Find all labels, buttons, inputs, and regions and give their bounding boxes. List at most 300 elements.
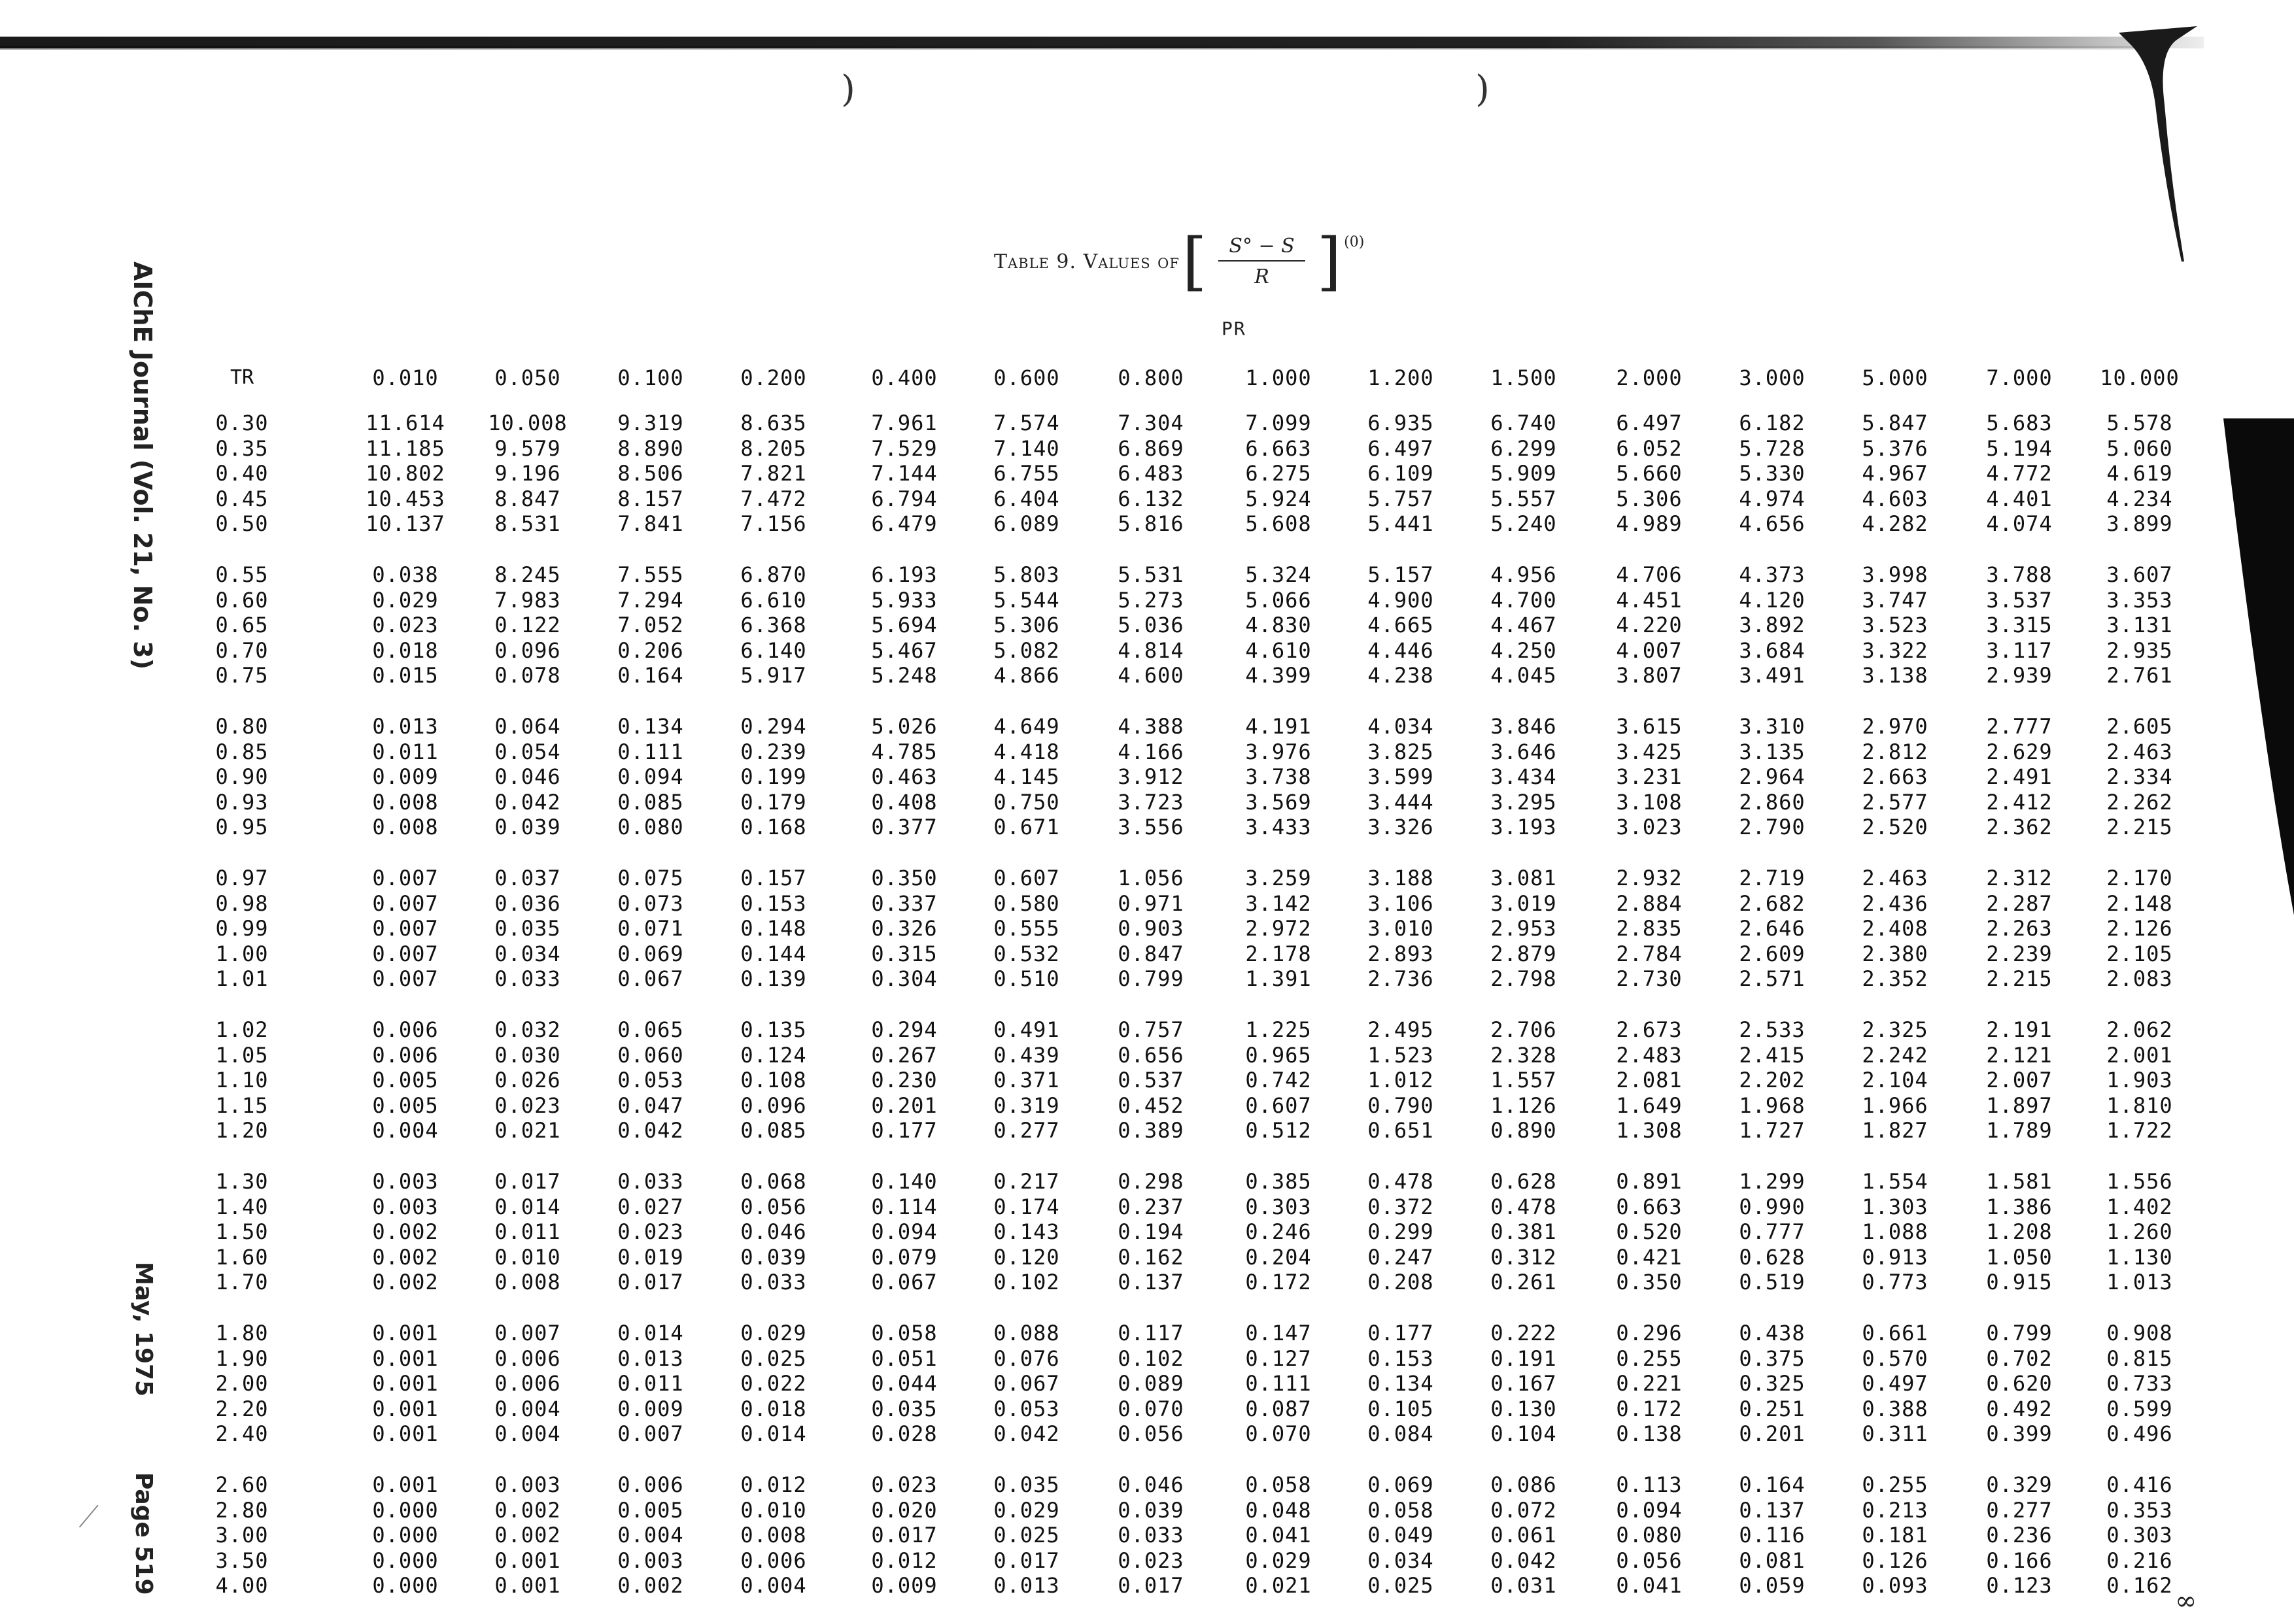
table-cell: 5.909 — [1490, 461, 1557, 486]
table-cell: 0.073 — [617, 890, 684, 916]
table-cell: 0.277 — [1986, 1497, 2053, 1523]
table-cell: 2.939 — [1986, 663, 2053, 688]
table-cell: 0.010 — [494, 1244, 561, 1270]
table-cell: 8.506 — [617, 461, 684, 486]
table-cell: 0.113 — [1616, 1472, 1683, 1497]
table-cell: 3.310 — [1739, 714, 1806, 739]
table-cell: 0.628 — [1490, 1169, 1557, 1194]
table-row — [0, 764, 2294, 790]
table-cell: 0.084 — [1367, 1421, 1434, 1447]
table-cell: 2.609 — [1739, 941, 1806, 966]
table-cell: 0.007 — [372, 966, 439, 992]
page-corner-curl — [2119, 26, 2197, 262]
table-cell: 2.663 — [1862, 764, 1928, 790]
table-cell: 0.089 — [1118, 1371, 1184, 1396]
table-cell: 7.156 — [740, 511, 807, 537]
table-cell: 9.319 — [617, 411, 684, 435]
table-cell: 3.569 — [1245, 789, 1312, 815]
table-cell: 0.350 — [871, 866, 938, 890]
table-cell: 0.239 — [740, 739, 807, 764]
table-cell: 0.315 — [871, 941, 938, 966]
table-cell: 7.529 — [871, 435, 938, 461]
table-cell: 2.412 — [1986, 789, 2053, 815]
table-cell: 0.478 — [1367, 1169, 1434, 1194]
table-cell: 10.453 — [366, 486, 445, 511]
table-cell: 1.056 — [1118, 866, 1184, 890]
table-cell: 1.126 — [1490, 1092, 1557, 1118]
table-cell: 0.304 — [871, 966, 938, 992]
table-cell: 3.892 — [1739, 613, 1806, 638]
table-cell: 5.441 — [1367, 511, 1434, 537]
table-cell: 0.607 — [1245, 1092, 1312, 1118]
table-cell: 0.194 — [1118, 1219, 1184, 1245]
table-cell: 1.260 — [2106, 1219, 2173, 1245]
table-cell: 4.814 — [1118, 637, 1184, 663]
table-cell: 0.971 — [1118, 890, 1184, 916]
table-cell: 1.088 — [1862, 1219, 1928, 1245]
table-cell: 2.178 — [1245, 941, 1312, 966]
table-cell: 0.018 — [740, 1396, 807, 1421]
table-cell: 6.869 — [1118, 435, 1184, 461]
table-cell: 2.533 — [1739, 1017, 1806, 1042]
table-cell: 4.388 — [1118, 714, 1184, 739]
table-row — [0, 1371, 2294, 1396]
table-cell: 2.953 — [1490, 916, 1557, 941]
table-cell: 0.008 — [740, 1523, 807, 1548]
table-cell: 6.663 — [1245, 435, 1312, 461]
table-cell: 0.463 — [871, 764, 938, 790]
table-cell: 1.402 — [2106, 1194, 2173, 1219]
table-row — [0, 1396, 2294, 1422]
table-cell: 0.201 — [871, 1092, 938, 1118]
table-cell: 1.391 — [1245, 966, 1312, 992]
table-cell: 0.096 — [740, 1092, 807, 1118]
table-cell: 0.072 — [1490, 1497, 1557, 1523]
row-group — [0, 1169, 2294, 1321]
table-cell: 2.736 — [1367, 966, 1434, 992]
table-cell: 0.990 — [1739, 1194, 1806, 1219]
table-cell: 3.607 — [2106, 562, 2173, 587]
table-cell: 0.056 — [1616, 1548, 1683, 1573]
table-cell: 0.261 — [1490, 1270, 1557, 1295]
table-cell: 4.989 — [1616, 511, 1683, 537]
table-cell: 6.299 — [1490, 435, 1557, 461]
table-cell: 7.821 — [740, 461, 807, 486]
table-cell: 0.086 — [1490, 1472, 1557, 1497]
table-cell: 0.164 — [617, 663, 684, 688]
table-cell: 0.001 — [372, 1421, 439, 1447]
table-cell: 4.418 — [993, 739, 1060, 764]
table-cell: 5.066 — [1245, 587, 1312, 613]
table-cell: 0.067 — [871, 1270, 938, 1295]
table-cell: 3.433 — [1245, 815, 1312, 840]
table-cell: 3.188 — [1367, 866, 1434, 890]
table-cell: 0.371 — [993, 1068, 1060, 1093]
table-cell: 6.404 — [993, 486, 1060, 511]
table-cell: 4.250 — [1490, 637, 1557, 663]
table-cell: 0.076 — [993, 1345, 1060, 1371]
table-cell: 3.556 — [1118, 815, 1184, 840]
table-cell: 0.237 — [1118, 1194, 1184, 1219]
table-cell: 2.970 — [1862, 714, 1928, 739]
table-cell: 3.315 — [1986, 613, 2053, 638]
table-cell: 0.890 — [1490, 1118, 1557, 1143]
table-cell: 2.577 — [1862, 789, 1928, 815]
tr-value: 0.75 — [215, 663, 269, 688]
table-cell: 5.816 — [1118, 511, 1184, 537]
table-cell: 0.135 — [740, 1017, 807, 1042]
pr-header-cell: 0.010 — [372, 365, 439, 390]
row-group — [0, 411, 2294, 562]
table-cell: 0.081 — [1739, 1548, 1806, 1573]
table-cell: 3.117 — [1986, 637, 2053, 663]
table-cell: 1.013 — [2106, 1270, 2173, 1295]
tr-value: 1.30 — [215, 1169, 269, 1194]
table-cell: 2.932 — [1616, 866, 1683, 890]
table-cell: 0.116 — [1739, 1523, 1806, 1548]
table-cell: 1.225 — [1245, 1017, 1312, 1042]
table-cell: 6.109 — [1367, 461, 1434, 486]
table-cell: 0.167 — [1490, 1371, 1557, 1396]
table-cell: 4.700 — [1490, 587, 1557, 613]
table-cell: 0.140 — [871, 1169, 938, 1194]
table-cell: 2.081 — [1616, 1068, 1683, 1093]
table-cell: 0.009 — [617, 1396, 684, 1421]
tr-value: 0.50 — [215, 511, 269, 537]
table-cell: 0.044 — [871, 1371, 938, 1396]
pr-header-cell: 3.000 — [1739, 365, 1806, 390]
table-cell: 0.001 — [372, 1371, 439, 1396]
table-cell: 2.408 — [1862, 916, 1928, 941]
table-cell: 0.213 — [1862, 1497, 1928, 1523]
table-cell: 3.537 — [1986, 587, 2053, 613]
table-cell: 5.157 — [1367, 562, 1434, 587]
table-cell: 3.010 — [1367, 916, 1434, 941]
table-cell: 3.322 — [1862, 637, 1928, 663]
tr-value: 2.80 — [215, 1497, 269, 1523]
row-group — [0, 1472, 2294, 1624]
table-cell: 0.001 — [494, 1573, 561, 1599]
tr-value: 1.05 — [215, 1042, 269, 1068]
table-cell: 3.142 — [1245, 890, 1312, 916]
table-cell: 5.694 — [871, 613, 938, 638]
table-cell: 0.017 — [1118, 1573, 1184, 1599]
tr-value: 1.00 — [215, 941, 269, 966]
table-cell: 0.127 — [1245, 1345, 1312, 1371]
table-cell: 6.610 — [740, 587, 807, 613]
table-cell: 0.007 — [372, 916, 439, 941]
table-cell: 7.841 — [617, 511, 684, 537]
table-cell: 0.246 — [1245, 1219, 1312, 1245]
table-cell: 1.968 — [1739, 1092, 1806, 1118]
table-row — [0, 739, 2294, 765]
table-cell: 0.325 — [1739, 1371, 1806, 1396]
table-cell: 1.722 — [2106, 1118, 2173, 1143]
table-row — [0, 411, 2294, 436]
table-cell: 3.434 — [1490, 764, 1557, 790]
table-cell: 0.222 — [1490, 1321, 1557, 1345]
table-cell: 0.201 — [1739, 1421, 1806, 1447]
table-cell: 0.199 — [740, 764, 807, 790]
table-cell: 10.137 — [366, 511, 445, 537]
table-cell: 0.294 — [740, 714, 807, 739]
table-cell: 2.191 — [1986, 1017, 2053, 1042]
table-cell: 0.001 — [372, 1321, 439, 1345]
table-cell: 0.004 — [740, 1573, 807, 1599]
table-cell: 0.965 — [1245, 1042, 1312, 1068]
table-cell: 0.130 — [1490, 1396, 1557, 1421]
table-cell: 0.255 — [1862, 1472, 1928, 1497]
table-cell: 0.039 — [1118, 1497, 1184, 1523]
table-cell: 1.554 — [1862, 1169, 1928, 1194]
table-cell: 1.649 — [1616, 1092, 1683, 1118]
table-cell: 1.386 — [1986, 1194, 2053, 1219]
table-cell: 0.064 — [494, 714, 561, 739]
table-cell: 0.002 — [372, 1270, 439, 1295]
table-cell: 0.059 — [1739, 1573, 1806, 1599]
table-cell: 0.126 — [1862, 1548, 1928, 1573]
tr-value: 1.80 — [215, 1321, 269, 1345]
table-cell: 0.012 — [740, 1472, 807, 1497]
tr-value: 0.95 — [215, 815, 269, 840]
table-cell: 0.011 — [372, 739, 439, 764]
table-cell: 0.033 — [494, 966, 561, 992]
table-cell: 4.074 — [1986, 511, 2053, 537]
table-cell: 0.025 — [993, 1523, 1060, 1548]
table-row — [0, 1169, 2294, 1194]
pr-header-cell: 2.000 — [1616, 365, 1683, 390]
table-cell: 2.126 — [2106, 916, 2173, 941]
table-cell: 0.172 — [1616, 1396, 1683, 1421]
table-cell: 2.673 — [1616, 1017, 1683, 1042]
table-cell: 0.058 — [871, 1321, 938, 1345]
tr-value: 2.20 — [215, 1396, 269, 1421]
table-cell: 0.049 — [1367, 1523, 1434, 1548]
table-cell: 4.034 — [1367, 714, 1434, 739]
table-cell: 4.866 — [993, 663, 1060, 688]
table-cell: 11.614 — [366, 411, 445, 435]
table-cell: 3.106 — [1367, 890, 1434, 916]
table-cell: 0.296 — [1616, 1321, 1683, 1345]
table-cell: 5.194 — [1986, 435, 2053, 461]
table-cell: 2.239 — [1986, 941, 2053, 966]
pr-header-cell: 0.100 — [617, 365, 684, 390]
table-row — [0, 1421, 2294, 1447]
tr-value: 1.50 — [215, 1219, 269, 1245]
table-cell: 4.446 — [1367, 637, 1434, 663]
pr-header-cell: 10.000 — [2100, 365, 2180, 390]
table-cell: 0.005 — [372, 1092, 439, 1118]
table-cell: 3.023 — [1616, 815, 1683, 840]
table-cell: 5.330 — [1739, 461, 1806, 486]
table-cell: 5.273 — [1118, 587, 1184, 613]
table-cell: 0.006 — [372, 1017, 439, 1042]
table-cell: 5.026 — [871, 714, 938, 739]
table-cell: 0.054 — [494, 739, 561, 764]
table-cell: 0.023 — [617, 1219, 684, 1245]
table-cell: 7.472 — [740, 486, 807, 511]
table-cell: 0.008 — [494, 1270, 561, 1295]
table-cell: 0.267 — [871, 1042, 938, 1068]
table-cell: 2.215 — [1986, 966, 2053, 992]
table-cell: 0.114 — [871, 1194, 938, 1219]
table-cell: 3.646 — [1490, 739, 1557, 764]
table-cell: 0.104 — [1490, 1421, 1557, 1447]
table-cell: 0.007 — [372, 890, 439, 916]
table-cell: 0.035 — [871, 1396, 938, 1421]
table-cell: 0.153 — [1367, 1345, 1434, 1371]
table-cell: 3.231 — [1616, 764, 1683, 790]
table-cell: 1.966 — [1862, 1092, 1928, 1118]
table-cell: 0.230 — [871, 1068, 938, 1093]
table-cell: 1.299 — [1739, 1169, 1806, 1194]
table-cell: 4.665 — [1367, 613, 1434, 638]
tr-value: 0.70 — [215, 637, 269, 663]
table-cell: 6.182 — [1739, 411, 1806, 435]
table-cell: 6.497 — [1367, 435, 1434, 461]
table-cell: 0.134 — [1367, 1371, 1434, 1396]
table-cell: 3.135 — [1739, 739, 1806, 764]
table-row — [0, 1270, 2294, 1295]
table-cell: 8.635 — [740, 411, 807, 435]
table-cell: 0.031 — [1490, 1573, 1557, 1599]
table-cell: 7.983 — [494, 587, 561, 613]
table-cell: 2.215 — [2106, 815, 2173, 840]
table-cell: 2.706 — [1490, 1017, 1557, 1042]
table-cell: 0.216 — [2106, 1548, 2173, 1573]
table-cell: 1.897 — [1986, 1092, 2053, 1118]
table-cell: 6.368 — [740, 613, 807, 638]
table-cell: 0.007 — [617, 1421, 684, 1447]
table-cell: 0.094 — [617, 764, 684, 790]
table-cell: 4.610 — [1245, 637, 1312, 663]
table-cell: 4.974 — [1739, 486, 1806, 511]
table-cell: 0.068 — [740, 1169, 807, 1194]
table-cell: 0.094 — [1616, 1497, 1683, 1523]
table-cell: 2.263 — [1986, 916, 2053, 941]
table-cell: 2.001 — [2106, 1042, 2173, 1068]
table-cell: 0.312 — [1490, 1244, 1557, 1270]
table-cell: 2.352 — [1862, 966, 1928, 992]
table-cell: 0.496 — [2106, 1421, 2173, 1447]
right-bracket: ] — [1316, 225, 1342, 298]
table-cell: 0.221 — [1616, 1371, 1683, 1396]
table-row — [0, 1043, 2294, 1068]
table-cell: 0.519 — [1739, 1270, 1806, 1295]
table-cell: 0.019 — [617, 1244, 684, 1270]
table-cell: 0.037 — [494, 866, 561, 890]
table-cell: 0.153 — [740, 890, 807, 916]
table-cell: 0.217 — [993, 1169, 1060, 1194]
data-table — [0, 411, 2294, 1624]
table-cell: 0.157 — [740, 866, 807, 890]
table-cell: 0.094 — [871, 1219, 938, 1245]
table-cell: 0.025 — [1367, 1573, 1434, 1599]
table-row — [0, 790, 2294, 815]
table-row — [0, 966, 2294, 992]
table-cell: 0.021 — [494, 1118, 561, 1143]
table-cell: 0.010 — [740, 1497, 807, 1523]
table-cell: 0.029 — [372, 587, 439, 613]
table-cell: 3.825 — [1367, 739, 1434, 764]
table-cell: 0.002 — [494, 1497, 561, 1523]
table-cell: 0.067 — [993, 1371, 1060, 1396]
table-cell: 0.011 — [617, 1371, 684, 1396]
table-cell: 0.124 — [740, 1042, 807, 1068]
table-cell: 0.002 — [372, 1244, 439, 1270]
table-cell: 0.001 — [372, 1472, 439, 1497]
table-cell: 0.070 — [1245, 1421, 1312, 1447]
table-cell: 1.789 — [1986, 1118, 2053, 1143]
table-cell: 0.123 — [1986, 1573, 2053, 1599]
table-cell: 4.451 — [1616, 587, 1683, 613]
table-cell: 5.847 — [1862, 411, 1928, 435]
table-cell: 0.008 — [372, 789, 439, 815]
table-cell: 7.140 — [993, 435, 1060, 461]
table-cell: 0.011 — [494, 1219, 561, 1245]
table-cell: 4.785 — [871, 739, 938, 764]
table-cell: 0.294 — [871, 1017, 938, 1042]
table-cell: 0.757 — [1118, 1017, 1184, 1042]
table-cell: 2.463 — [1862, 866, 1928, 890]
table-cell: 0.298 — [1118, 1169, 1184, 1194]
table-cell: 0.071 — [617, 916, 684, 941]
table-cell: 0.117 — [1118, 1321, 1184, 1345]
table-cell: 2.784 — [1616, 941, 1683, 966]
table-cell: 0.620 — [1986, 1371, 2053, 1396]
table-row — [0, 613, 2294, 638]
table-cell: 5.306 — [1616, 486, 1683, 511]
table-cell: 0.034 — [494, 941, 561, 966]
table-cell: 0.004 — [372, 1118, 439, 1143]
table-cell: 5.036 — [1118, 613, 1184, 638]
table-cell: 2.007 — [1986, 1068, 2053, 1093]
table-row — [0, 1346, 2294, 1372]
table-cell: 0.018 — [372, 637, 439, 663]
table-cell: 2.790 — [1739, 815, 1806, 840]
table-cell: 4.900 — [1367, 587, 1434, 613]
table-row — [0, 1573, 2294, 1599]
table-cell: 0.093 — [1862, 1573, 1928, 1599]
table-cell: 3.138 — [1862, 663, 1928, 688]
tr-value: 1.90 — [215, 1345, 269, 1371]
tr-value: 3.00 — [215, 1523, 269, 1548]
table-cell: 4.600 — [1118, 663, 1184, 688]
table-cell: 0.478 — [1490, 1194, 1557, 1219]
table-row — [0, 941, 2294, 967]
table-cell: 0.537 — [1118, 1068, 1184, 1093]
tr-value: 1.10 — [215, 1068, 269, 1093]
table-cell: 8.157 — [617, 486, 684, 511]
table-row — [0, 1523, 2294, 1548]
table-cell: 3.976 — [1245, 739, 1312, 764]
table-cell: 0.532 — [993, 941, 1060, 966]
tr-value: 0.60 — [215, 587, 269, 613]
table-cell: 0.236 — [1986, 1523, 2053, 1548]
table-cell: 2.682 — [1739, 890, 1806, 916]
table-cell: 0.162 — [1118, 1244, 1184, 1270]
table-cell: 0.750 — [993, 789, 1060, 815]
table-cell: 0.742 — [1245, 1068, 1312, 1093]
table-cell: 2.242 — [1862, 1042, 1928, 1068]
table-cell: 11.185 — [366, 435, 445, 461]
tr-value: 0.85 — [215, 739, 269, 764]
tr-value: 2.60 — [215, 1472, 269, 1497]
table-cell: 2.436 — [1862, 890, 1928, 916]
table-cell: 4.656 — [1739, 511, 1806, 537]
table-cell: 6.755 — [993, 461, 1060, 486]
table-row — [0, 511, 2294, 537]
